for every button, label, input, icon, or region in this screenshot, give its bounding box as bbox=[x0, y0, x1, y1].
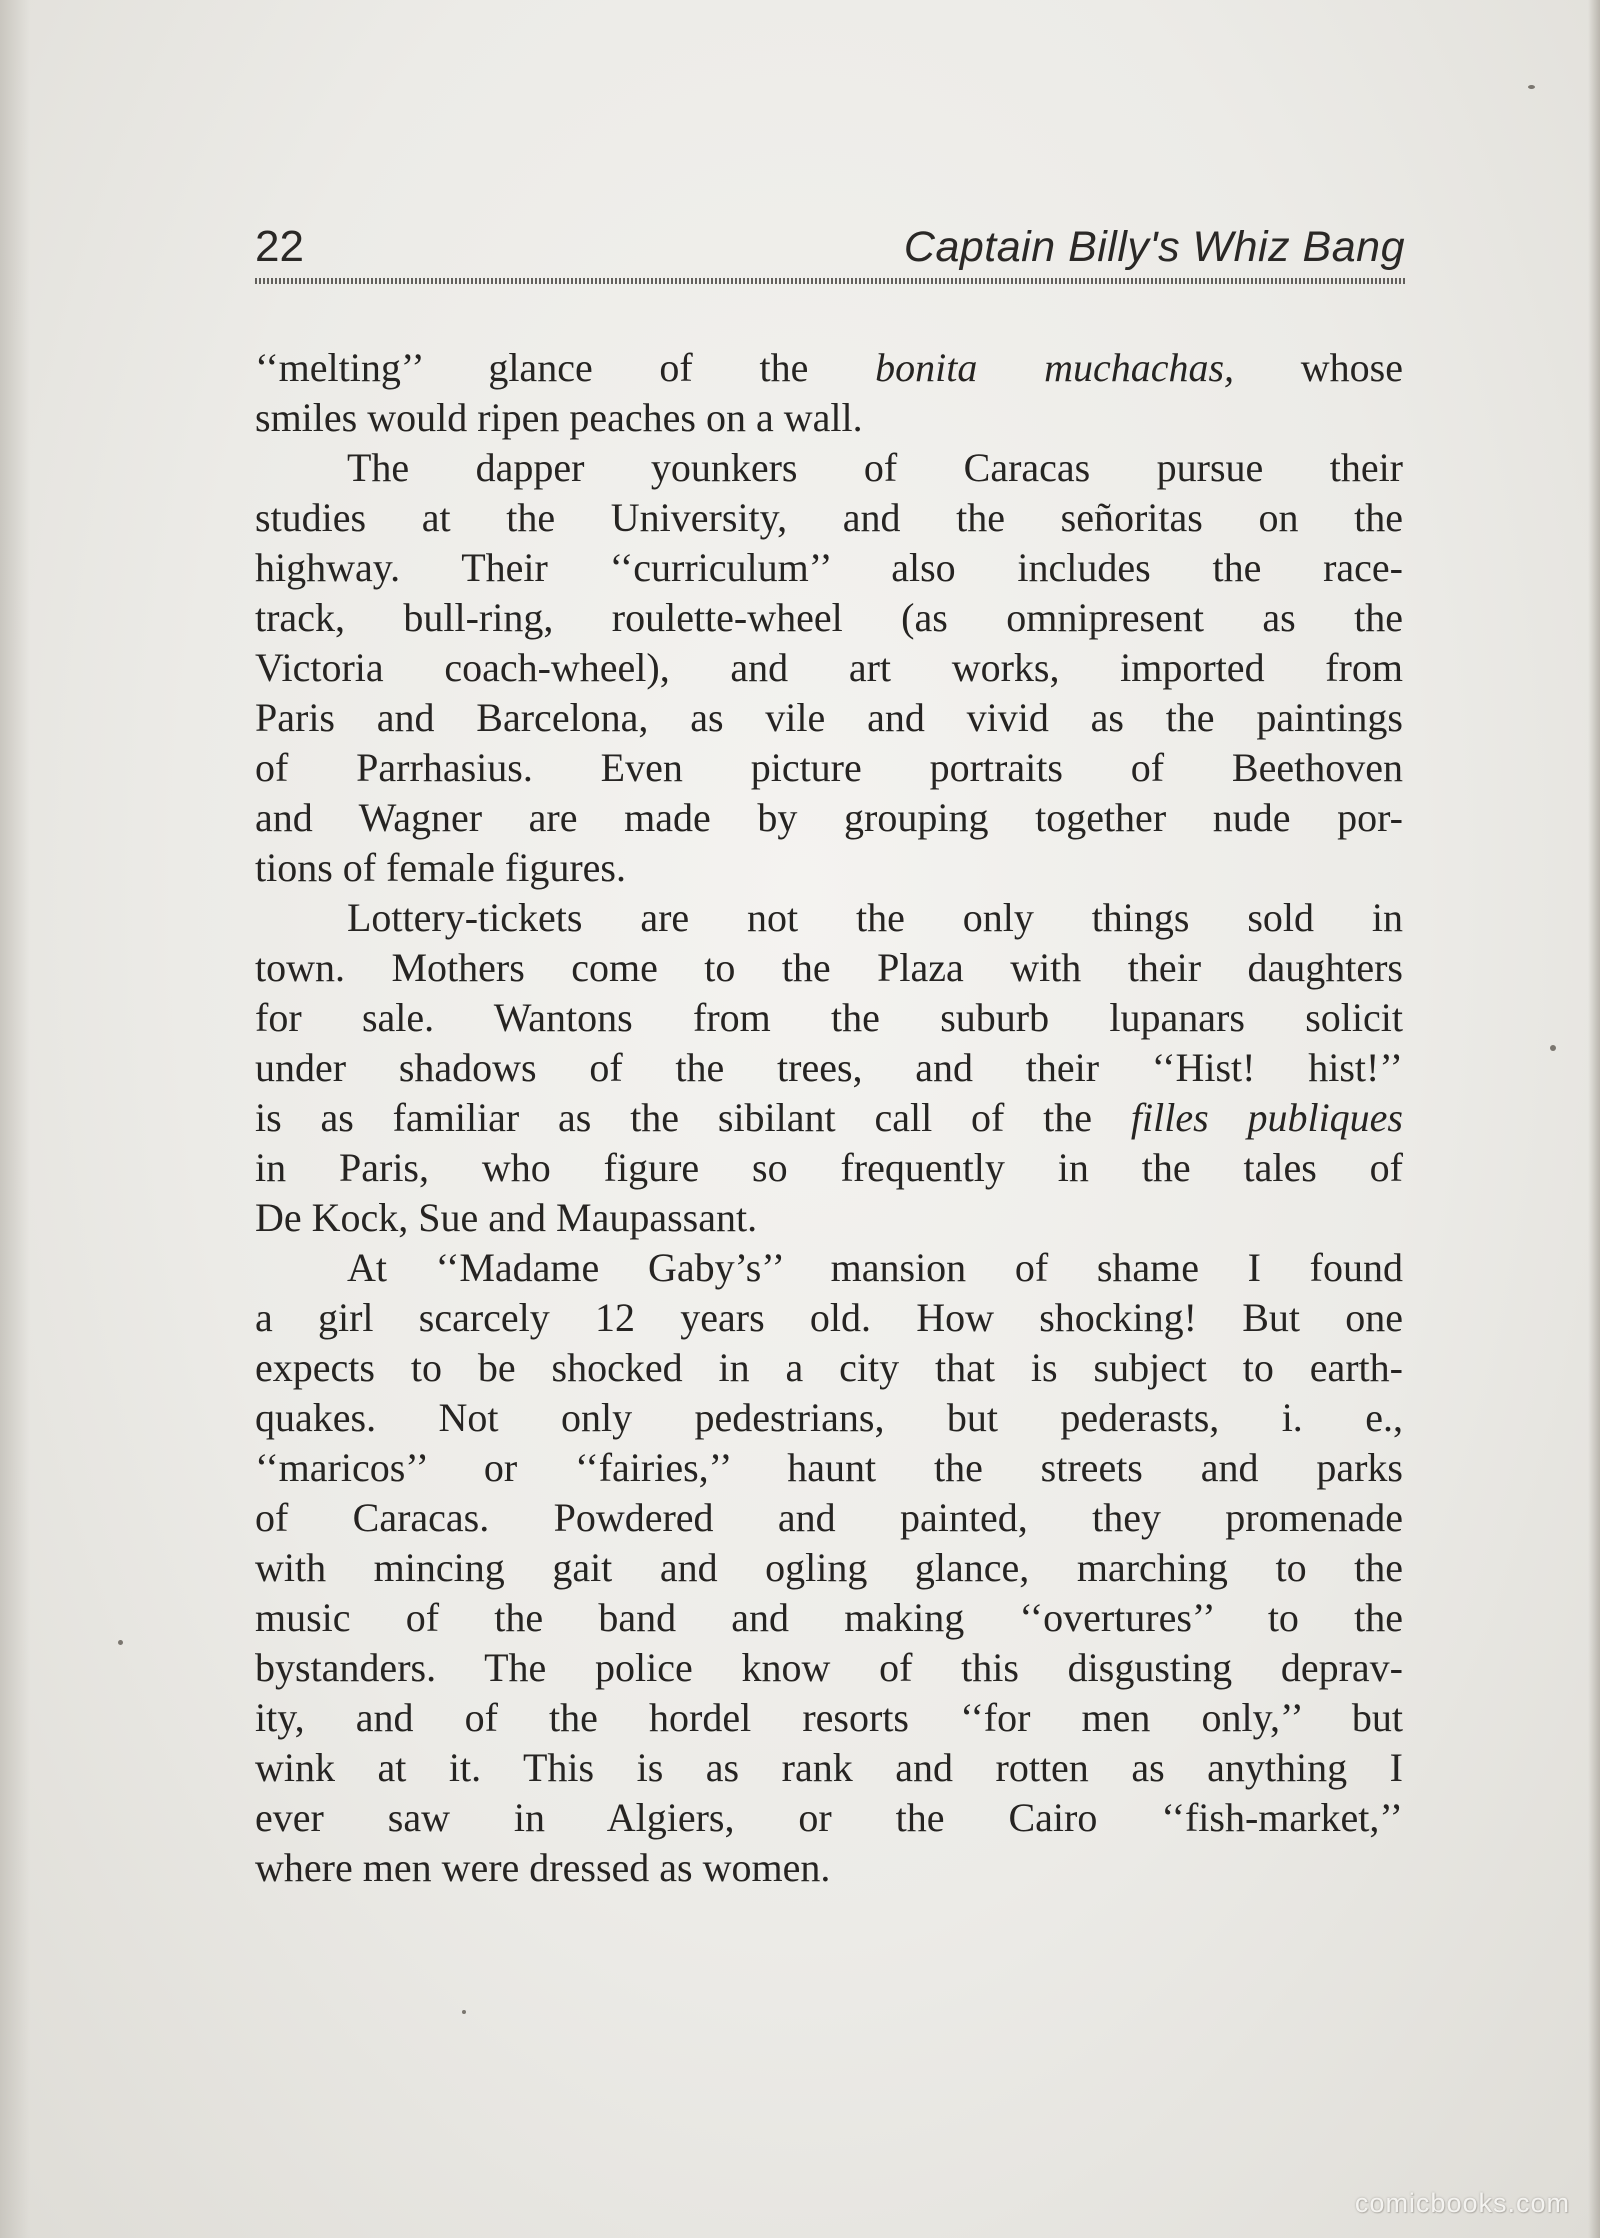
text-run: quakes. Not only pedestrians, but pederasts, i. e., bbox=[255, 1395, 1403, 1440]
text-line bbox=[255, 943, 1403, 993]
text-run: track, bull-ring, roulette-wheel (as omnipresent as the bbox=[255, 595, 1403, 640]
text-run: where men were dressed as women. bbox=[255, 1845, 831, 1890]
text-run: Paris and Barcelona, as vile and vivid as the paintings bbox=[255, 695, 1403, 740]
paragraph bbox=[255, 443, 1403, 893]
text-line bbox=[255, 1043, 1403, 1093]
text-run: and Wagner are made by grouping together nude por- bbox=[255, 795, 1403, 840]
text-run: The dapper younkers of Caracas pursue their bbox=[347, 445, 1403, 490]
text-run: a girl scarcely 12 years old. How shocking! But one bbox=[255, 1295, 1403, 1340]
text-line bbox=[255, 443, 1403, 493]
article-body bbox=[255, 343, 1403, 1893]
text-run: bystanders. The police know of this disgusting deprav- bbox=[255, 1645, 1403, 1690]
text-run: under shadows of the trees, and their ‘‘Hist! hist!’’ bbox=[255, 1045, 1403, 1090]
text-run: Victoria coach-wheel), and art works, imported from bbox=[255, 645, 1403, 690]
text-run: with mincing gait and ogling glance, marching to the bbox=[255, 1545, 1403, 1590]
text-run: ever saw in Algiers, or the Cairo ‘‘fish-market,’’ bbox=[255, 1795, 1403, 1840]
page-number: 22 bbox=[255, 222, 304, 271]
text-line bbox=[255, 693, 1403, 743]
paragraph bbox=[255, 893, 1403, 1243]
text-run: of Caracas. Powdered and painted, they promenade bbox=[255, 1495, 1403, 1540]
text-run: studies at the University, and the señoritas on the bbox=[255, 495, 1403, 540]
text-run: music of the band and making ‘‘overtures’’ to the bbox=[255, 1595, 1403, 1640]
text-line bbox=[255, 893, 1403, 943]
text-run: ‘‘maricos’’ or ‘‘fairies,’’ haunt the streets and parks bbox=[255, 1445, 1403, 1490]
text-line bbox=[255, 1093, 1403, 1143]
paper-speck bbox=[1528, 85, 1535, 89]
text-run: of Parrhasius. Even picture portraits of Beethoven bbox=[255, 745, 1403, 790]
text-run: Lottery-tickets are not the only things sold in bbox=[347, 895, 1403, 940]
text-run: wink at it. This is as rank and rotten as anything I bbox=[255, 1745, 1403, 1790]
paper-speck bbox=[462, 2010, 466, 2014]
text-line bbox=[255, 593, 1403, 643]
text-run: town. Mothers come to the Plaza with their daughters bbox=[255, 945, 1403, 990]
text-line bbox=[255, 793, 1403, 843]
text-line bbox=[255, 1343, 1403, 1393]
text-run: in Paris, who figure so frequently in the tales of bbox=[255, 1145, 1403, 1190]
text-line bbox=[255, 643, 1403, 693]
text-line bbox=[255, 743, 1403, 793]
text-run: ‘‘melting’’ glance of the bbox=[255, 345, 876, 390]
text-line bbox=[255, 1193, 1403, 1243]
running-head-title: Captain Billy's Whiz Bang bbox=[903, 223, 1405, 271]
text-run: At ‘‘Madame Gaby’s’’ mansion of shame I found bbox=[347, 1245, 1403, 1290]
text-run: is as familiar as the sibilant call of the bbox=[255, 1095, 1131, 1140]
text-line bbox=[255, 1293, 1403, 1343]
watermark: comicbooks.com bbox=[1354, 2188, 1570, 2218]
italic-text-run: filles publiques bbox=[1130, 1095, 1403, 1140]
text-line bbox=[255, 493, 1403, 543]
text-run: for sale. Wantons from the suburb lupanars solicit bbox=[255, 995, 1403, 1040]
text-line bbox=[255, 1593, 1403, 1643]
paragraph bbox=[255, 343, 1403, 443]
header-rule bbox=[255, 278, 1405, 284]
text-run: tions of female figures. bbox=[255, 845, 626, 890]
text-line bbox=[255, 1543, 1403, 1593]
text-line bbox=[255, 1743, 1403, 1793]
page-header bbox=[255, 222, 1405, 282]
paper-speck bbox=[1550, 1045, 1556, 1051]
text-line bbox=[255, 1643, 1403, 1693]
text-line bbox=[255, 1243, 1403, 1293]
text-line bbox=[255, 1143, 1403, 1193]
text-run: De Kock, Sue and Maupassant. bbox=[255, 1195, 758, 1240]
text-line bbox=[255, 343, 1403, 393]
text-line bbox=[255, 543, 1403, 593]
text-line bbox=[255, 993, 1403, 1043]
text-run: highway. Their ‘‘curriculum’’ also includes the race- bbox=[255, 545, 1403, 590]
text-line bbox=[255, 1443, 1403, 1493]
text-line bbox=[255, 393, 1403, 443]
paper-speck bbox=[118, 1640, 123, 1645]
text-line bbox=[255, 1793, 1403, 1843]
text-line bbox=[255, 1843, 1403, 1893]
text-line bbox=[255, 1493, 1403, 1543]
text-run: whose bbox=[1234, 345, 1403, 390]
text-run: expects to be shocked in a city that is subject to earth- bbox=[255, 1345, 1403, 1390]
text-line bbox=[255, 1693, 1403, 1743]
text-run: smiles would ripen peaches on a wall. bbox=[255, 395, 863, 440]
italic-text-run: bonita muchachas, bbox=[875, 345, 1235, 390]
text-line bbox=[255, 843, 1403, 893]
text-run: ity, and of the hordel resorts ‘‘for men only,’’ but bbox=[255, 1695, 1403, 1740]
text-line bbox=[255, 1393, 1403, 1443]
paragraph bbox=[255, 1243, 1403, 1893]
